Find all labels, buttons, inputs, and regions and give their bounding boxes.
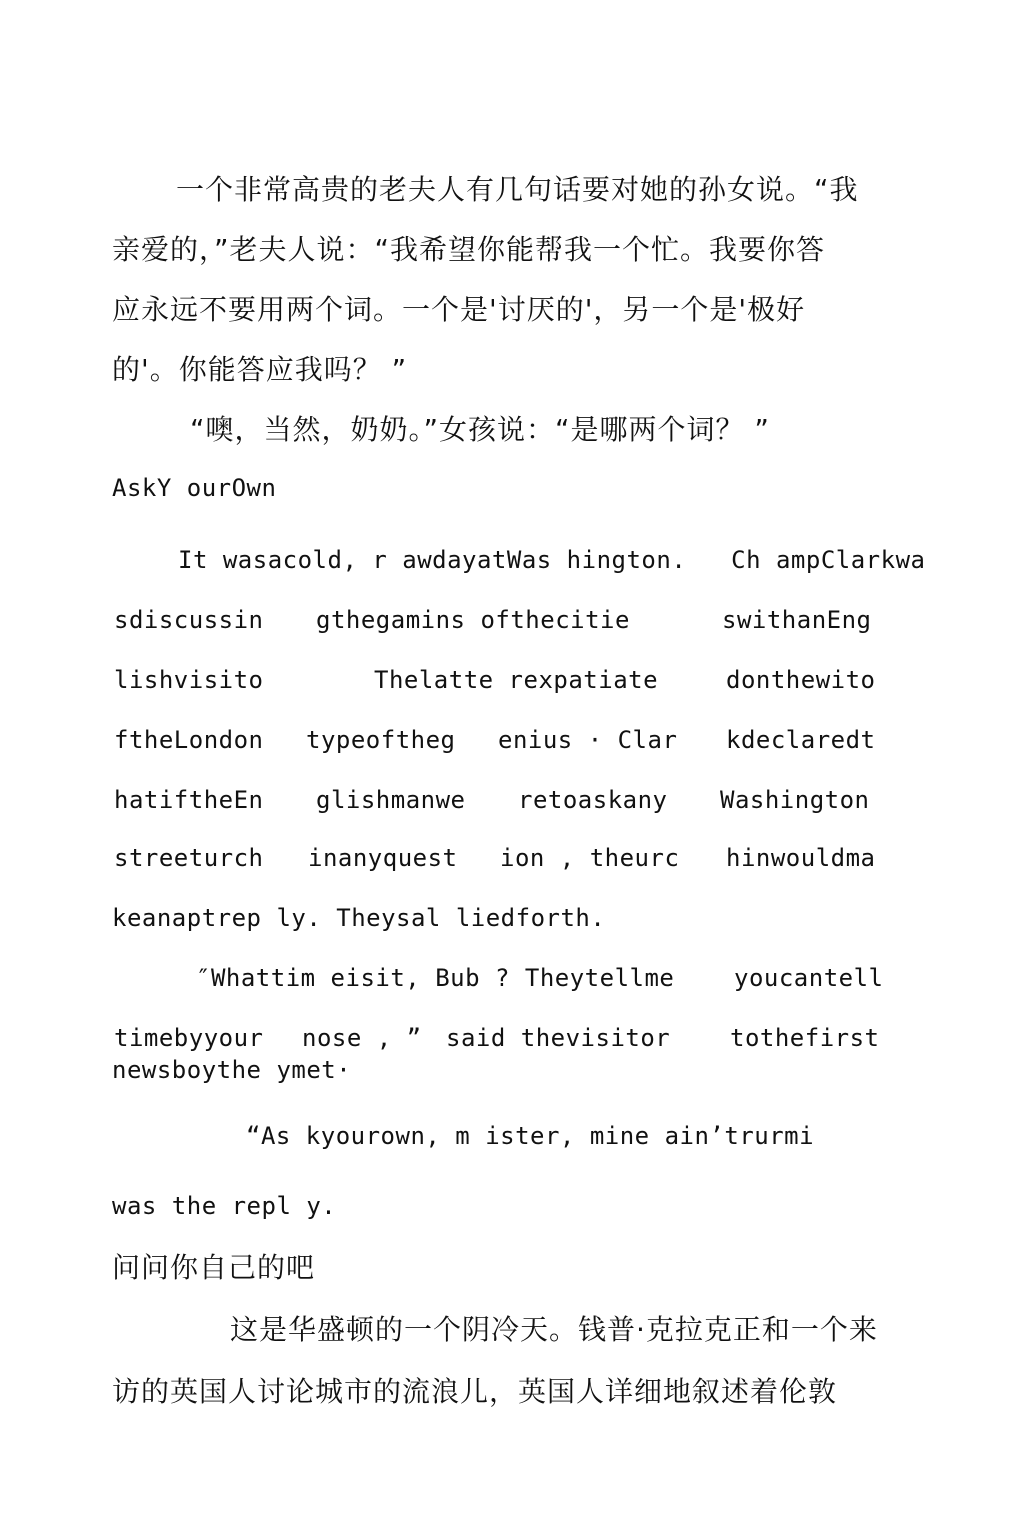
- text-cell: Washington: [720, 786, 870, 814]
- en-paragraph-2-line-1-end: youcantell: [734, 964, 884, 992]
- en-paragraph-1-line-6: [114, 846, 874, 876]
- cn-paragraph-3-line-1: 这是华盛顿的一个阴冷天。钱普·克拉克正和一个来: [230, 1313, 878, 1346]
- en-paragraph-3-line-2: was the repl y.: [112, 1192, 337, 1220]
- text-cell: inanyquest: [308, 844, 458, 872]
- en-paragraph-1-line-4: [114, 728, 874, 758]
- en-paragraph-1-line-2: [114, 608, 874, 638]
- text-cell: glishmanwe: [316, 786, 466, 814]
- en-paragraph-2-line-3: newsboythe ymet·: [112, 1056, 352, 1084]
- cn-paragraph-3-line-2: 访的英国人讨论城市的流浪儿，英国人详细地叙述着伦敦: [112, 1375, 838, 1408]
- text-cell: ion , theurc: [500, 844, 680, 872]
- text-cell: sdiscussin: [114, 606, 264, 634]
- text-cell: hinwouldma: [726, 844, 876, 872]
- cn-paragraph-1-line-4: 的'。你能答应我吗？ ”: [112, 353, 408, 386]
- text-cell: lishvisito: [114, 666, 264, 694]
- text-cell: nose , ”: [302, 1024, 422, 1052]
- text-cell: tothefirst: [730, 1024, 880, 1052]
- text-cell: typeoftheg: [306, 726, 456, 754]
- text-cell: ftheLondon: [114, 726, 264, 754]
- en-paragraph-1-line-3: [114, 668, 874, 698]
- cn-paragraph-1-line-2: 亲爱的，”老夫人说：“我希望你能帮我一个忙。我要你答: [112, 233, 826, 266]
- english-story-title: AskY ourOwn: [112, 474, 277, 502]
- text-cell: retoaskany: [518, 786, 668, 814]
- en-paragraph-2-line-1: ″Whattim eisit, Bub ? Theytellme: [196, 964, 675, 992]
- cn-paragraph-1-line-1: 一个非常高贵的老夫人有几句话要对她的孙女说。“我: [176, 173, 859, 206]
- cn-paragraph-1-line-3: 应永远不要用两个词。一个是'讨厌的'，另一个是'极好: [112, 293, 806, 326]
- en-paragraph-1-line-7: keanaptrep ly. Theysal liedforth.: [112, 904, 606, 932]
- en-paragraph-3-line-1: “As kyourown, m ister, mine ain’trurmi: [246, 1122, 815, 1150]
- en-paragraph-2-line-2: [114, 1024, 880, 1056]
- text-cell: hatiftheEn: [114, 786, 264, 814]
- text-cell: gthegamins ofthecitie: [316, 606, 630, 634]
- en-paragraph-1-line-5: [114, 788, 874, 818]
- cn-paragraph-2-line-1: “噢，当然，奶奶。”女孩说：“是哪两个词？ ”: [190, 413, 770, 446]
- text-cell: swithanEng: [722, 606, 872, 634]
- text-cell: donthewito: [726, 666, 876, 694]
- text-cell: said thevisitor: [446, 1024, 671, 1052]
- text-cell: kdeclaredt: [726, 726, 876, 754]
- text-cell: streeturch: [114, 844, 264, 872]
- chinese-story-title: 问问你自己的吧: [112, 1251, 316, 1284]
- en-paragraph-1-line-1: It wasacold, r awdayatWas hington. Ch ampClarkwa: [178, 546, 926, 574]
- text-cell: enius · Clar: [498, 726, 678, 754]
- text-cell: Thelatte rexpatiate: [374, 666, 659, 694]
- text-cell: timebyyour: [114, 1024, 264, 1052]
